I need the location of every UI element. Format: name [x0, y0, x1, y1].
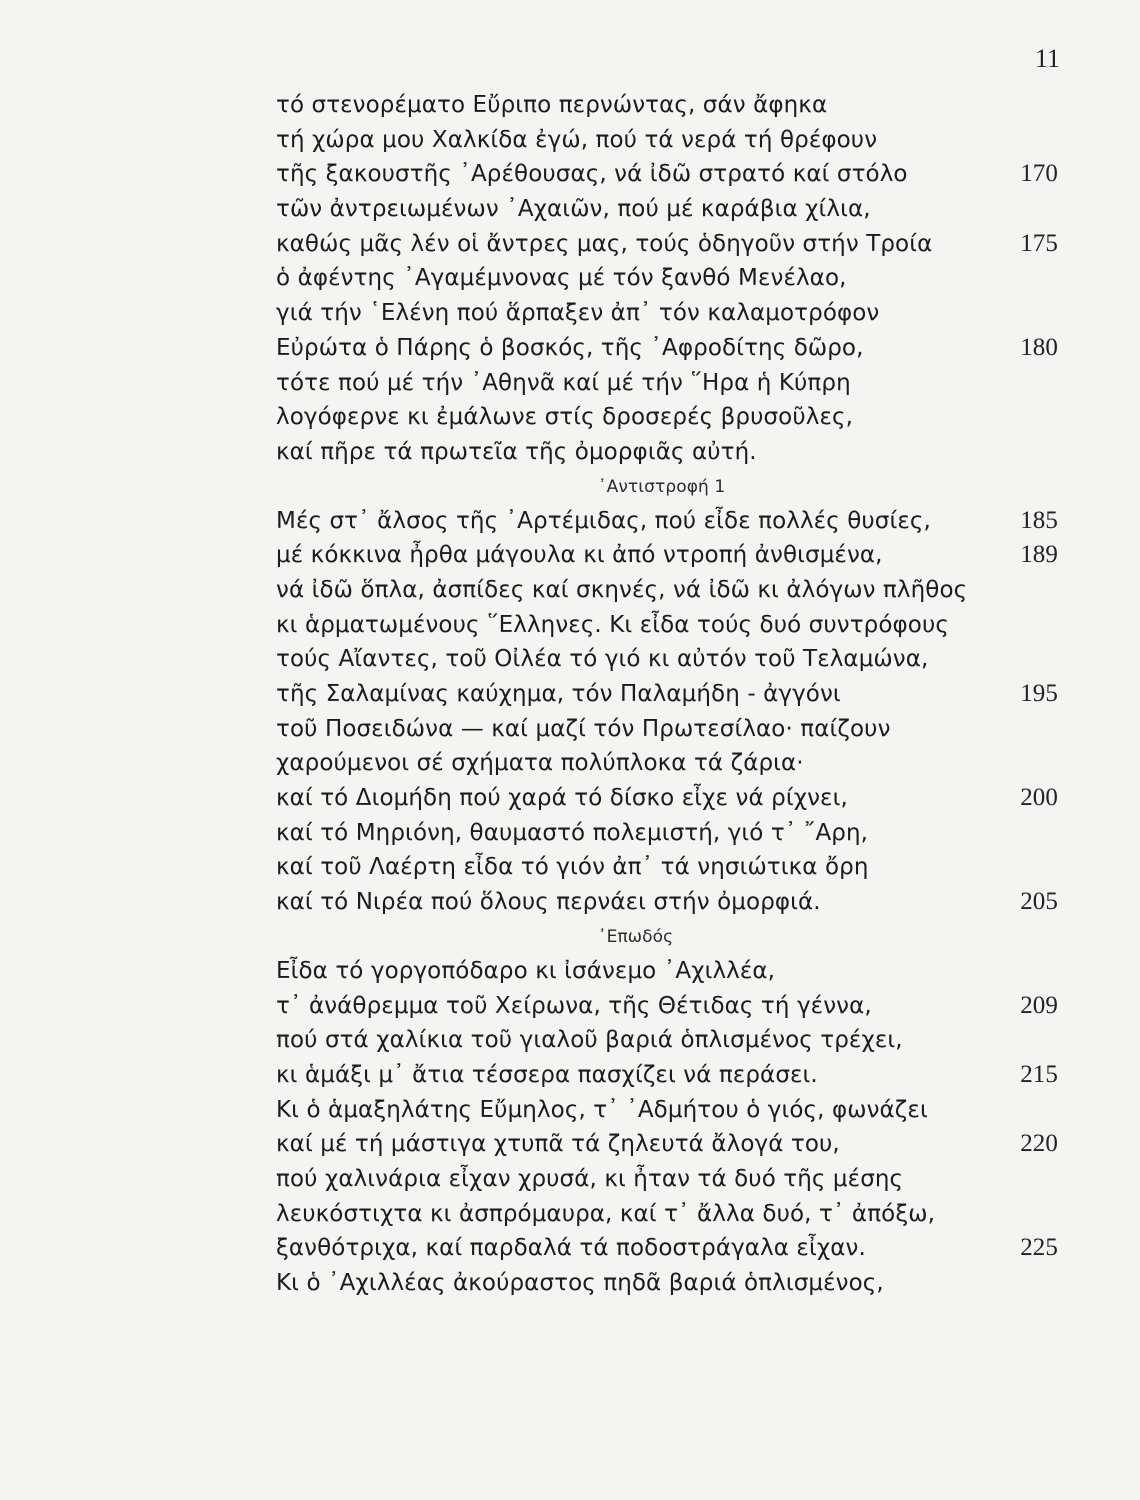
- verse-line: [276, 1058, 1066, 1093]
- verse-line: [276, 989, 1066, 1024]
- verse-line: [276, 712, 1066, 747]
- line-number: 180: [1020, 333, 1058, 361]
- verse-text: τοῦ Ποσειδώνα — καί μαζί τόν Πρωτεσίλαο· παίζουν: [276, 715, 891, 742]
- verse-text: μέ κόκκινα ἦρθα μάγουλα κι ἀπό ντροπή ἀνθισμένα,: [276, 542, 883, 569]
- verse-text: Εἶδα τό γοργοπόδαρο κι ἰσάνεμο ᾿Αχιλλέα,: [276, 957, 776, 984]
- verse-text: τ᾿ ἀνάθρεμμα τοῦ Χείρωνα, τῆς Θέτιδας τή γέννα,: [276, 992, 872, 1019]
- verse-line: [276, 573, 1066, 608]
- verse-line: [276, 227, 1066, 262]
- section-heading: [276, 470, 1066, 504]
- verse-text: κι ἁρματωμένους ῞Ελληνες. Κι εἶδα τούς δυό συντρόφους: [276, 611, 949, 638]
- verse-line: [276, 816, 1066, 851]
- verse-text: καί τό Μηριόνη, θαυμαστό πολεμιστή, γιό τ᾿ ῎Αρη,: [276, 819, 869, 846]
- line-number: 195: [1020, 680, 1058, 707]
- line-number: 220: [1020, 1130, 1058, 1158]
- poem-text: [276, 88, 1066, 1301]
- verse-text: πού χαλινάρια εἶχαν χρυσά, κι ἦταν τά δυό τῆς μέσης: [276, 1165, 904, 1192]
- verse-line: [276, 504, 1066, 539]
- verse-line: [276, 1162, 1066, 1197]
- verse-line: [276, 538, 1066, 573]
- line-number: 185: [1020, 506, 1058, 534]
- verse-text: τή χώρα μου Χαλκίδα ἐγώ, πού τά νερά τή θρέφουν: [276, 126, 878, 153]
- verse-line: [276, 1127, 1066, 1162]
- verse-text: γιά τήν ῾Ελένη πού ἅρπαξεν ἀπ᾿ τόν καλαμοτρόφον: [276, 300, 880, 327]
- page-number: 11: [1034, 44, 1060, 73]
- verse-line: [276, 123, 1066, 158]
- verse-text: τούς Αἴαντες, τοῦ Οἰλέα τό γιό κι αὐτόν τοῦ Τελαμώνα,: [276, 646, 929, 673]
- verse-line: [276, 435, 1066, 470]
- verse-line: [276, 261, 1066, 296]
- verse-text: καί τό Νιρέα πού ὅλους περνάει στήν ὀμορφιά.: [276, 889, 821, 916]
- verse-text: Μές στ᾿ ἄλσος τῆς ᾿Αρτέμιδας, πού εἶδε πολλές θυσίες,: [276, 507, 931, 534]
- verse-text: τῆς Σαλαμίνας καύχημα, τόν Παλαμήδη - ἀγγόνι: [276, 681, 841, 707]
- verse-text: ὁ ἀφέντης ᾿Αγαμέμνονας μέ τόν ξανθό Μενέλαο,: [276, 265, 847, 292]
- verse-text: καί τό Διομήδη πού χαρά τό δίσκο εἶχε νά ρίχνει,: [276, 785, 848, 812]
- verse-line: [276, 88, 1066, 123]
- verse-line: [276, 296, 1066, 331]
- verse-text: Κι ὁ ἁμαξηλάτης Εὔμηλος, τ᾿ ᾿Αδμήτου ὁ γιός, φωνάζει: [276, 1096, 928, 1123]
- verse-text: καί πῆρε τά πρωτεῖα τῆς ὀμορφιᾶς αὐτή.: [276, 438, 757, 465]
- verse-line: [276, 642, 1066, 677]
- line-number: 200: [1020, 784, 1058, 812]
- verse-text: λογόφερνε κι ἐμάλωνε στίς δροσερές βρυσοῦλες,: [276, 404, 854, 431]
- verse-text: Εὐρώτα ὁ Πάρης ὁ βοσκός, τῆς ᾿Αφροδίτης δῶρο,: [276, 334, 864, 361]
- line-number: 215: [1020, 1060, 1058, 1088]
- verse-text: τῆς ξακουστῆς ᾿Αρέθουσας, νά ἰδῶ στρατό καί στόλο: [276, 161, 908, 188]
- verse-line: [276, 850, 1066, 885]
- verse-line: [276, 366, 1066, 401]
- verse-text: τότε πού μέ τήν ᾿Αθηνᾶ καί μέ τήν ῞Ηρα ἡ Κύπρη: [276, 369, 851, 396]
- verse-text: καί μέ τή μάστιγα χτυπᾶ τά ζηλευτά ἄλογά του,: [276, 1131, 840, 1158]
- verse-line: [276, 954, 1066, 989]
- verse-line: [276, 885, 1066, 920]
- verse-text: νά ἰδῶ ὅπλα, ἀσπίδες καί σκηνές, νά ἰδῶ κι ἀλόγων πλῆθος: [276, 576, 968, 603]
- verse-text: Κι ὁ ᾿Αχιλλέας ἀκούραστος πηδᾶ βαριά ὁπλισμένος,: [276, 1270, 884, 1296]
- verse-line: [276, 1231, 1066, 1266]
- verse-text: χαρούμενοι σέ σχήματα πολύπλοκα τά ζάρια·: [276, 750, 804, 777]
- verse-text: ξανθότριχα, καί παρδαλά τά ποδοστράγαλα εἶχαν.: [276, 1235, 866, 1262]
- verse-text: τό στενορέματο Εὔριπο περνώντας, σάν ἄφηκα: [276, 92, 828, 118]
- section-heading-text: ᾿Επωδός: [598, 926, 674, 947]
- verse-line: [276, 677, 1066, 712]
- verse-line: [276, 400, 1066, 435]
- verse-line: [276, 781, 1066, 816]
- verse-line: [276, 331, 1066, 366]
- line-number: 189: [1020, 541, 1058, 569]
- verse-line: [276, 746, 1066, 781]
- verse-text: κι ἁμάξι μ᾿ ἄτια τέσσερα πασχίζει νά περάσει.: [276, 1061, 818, 1088]
- verse-line: [276, 1266, 1066, 1301]
- verse-text: καθώς μᾶς λέν οἱ ἄντρες μας, τούς ὁδηγοῦν στήν Τροία: [276, 230, 933, 257]
- line-number: 209: [1020, 991, 1058, 1019]
- verse-text: καί τοῦ Λαέρτη εἶδα τό γιόν ἀπ᾿ τά νησιώτικα ὄρη: [276, 854, 869, 881]
- line-number: 170: [1020, 160, 1058, 188]
- line-number: 225: [1020, 1234, 1058, 1262]
- verse-text: λευκόστιχτα κι ἀσπρόμαυρα, καί τ᾿ ἄλλα δυό, τ᾿ ἀπόξω,: [276, 1200, 936, 1227]
- verse-line: [276, 157, 1066, 192]
- verse-line: [276, 608, 1066, 643]
- section-heading-text: ᾿Αντιστροφή 1: [598, 476, 726, 497]
- verse-text: τῶν ἀντρειωμένων ᾿Αχαιῶν, πού μέ καράβια χίλια,: [276, 196, 871, 223]
- line-number: 205: [1020, 888, 1058, 916]
- line-number: 175: [1020, 229, 1058, 257]
- verse-text: πού στά χαλίκια τοῦ γιαλοῦ βαριά ὁπλισμένος τρέχει,: [276, 1027, 903, 1054]
- section-heading: [276, 920, 1066, 954]
- verse-line: [276, 1093, 1066, 1128]
- verse-line: [276, 1197, 1066, 1232]
- verse-line: [276, 1023, 1066, 1058]
- verse-line: [276, 192, 1066, 227]
